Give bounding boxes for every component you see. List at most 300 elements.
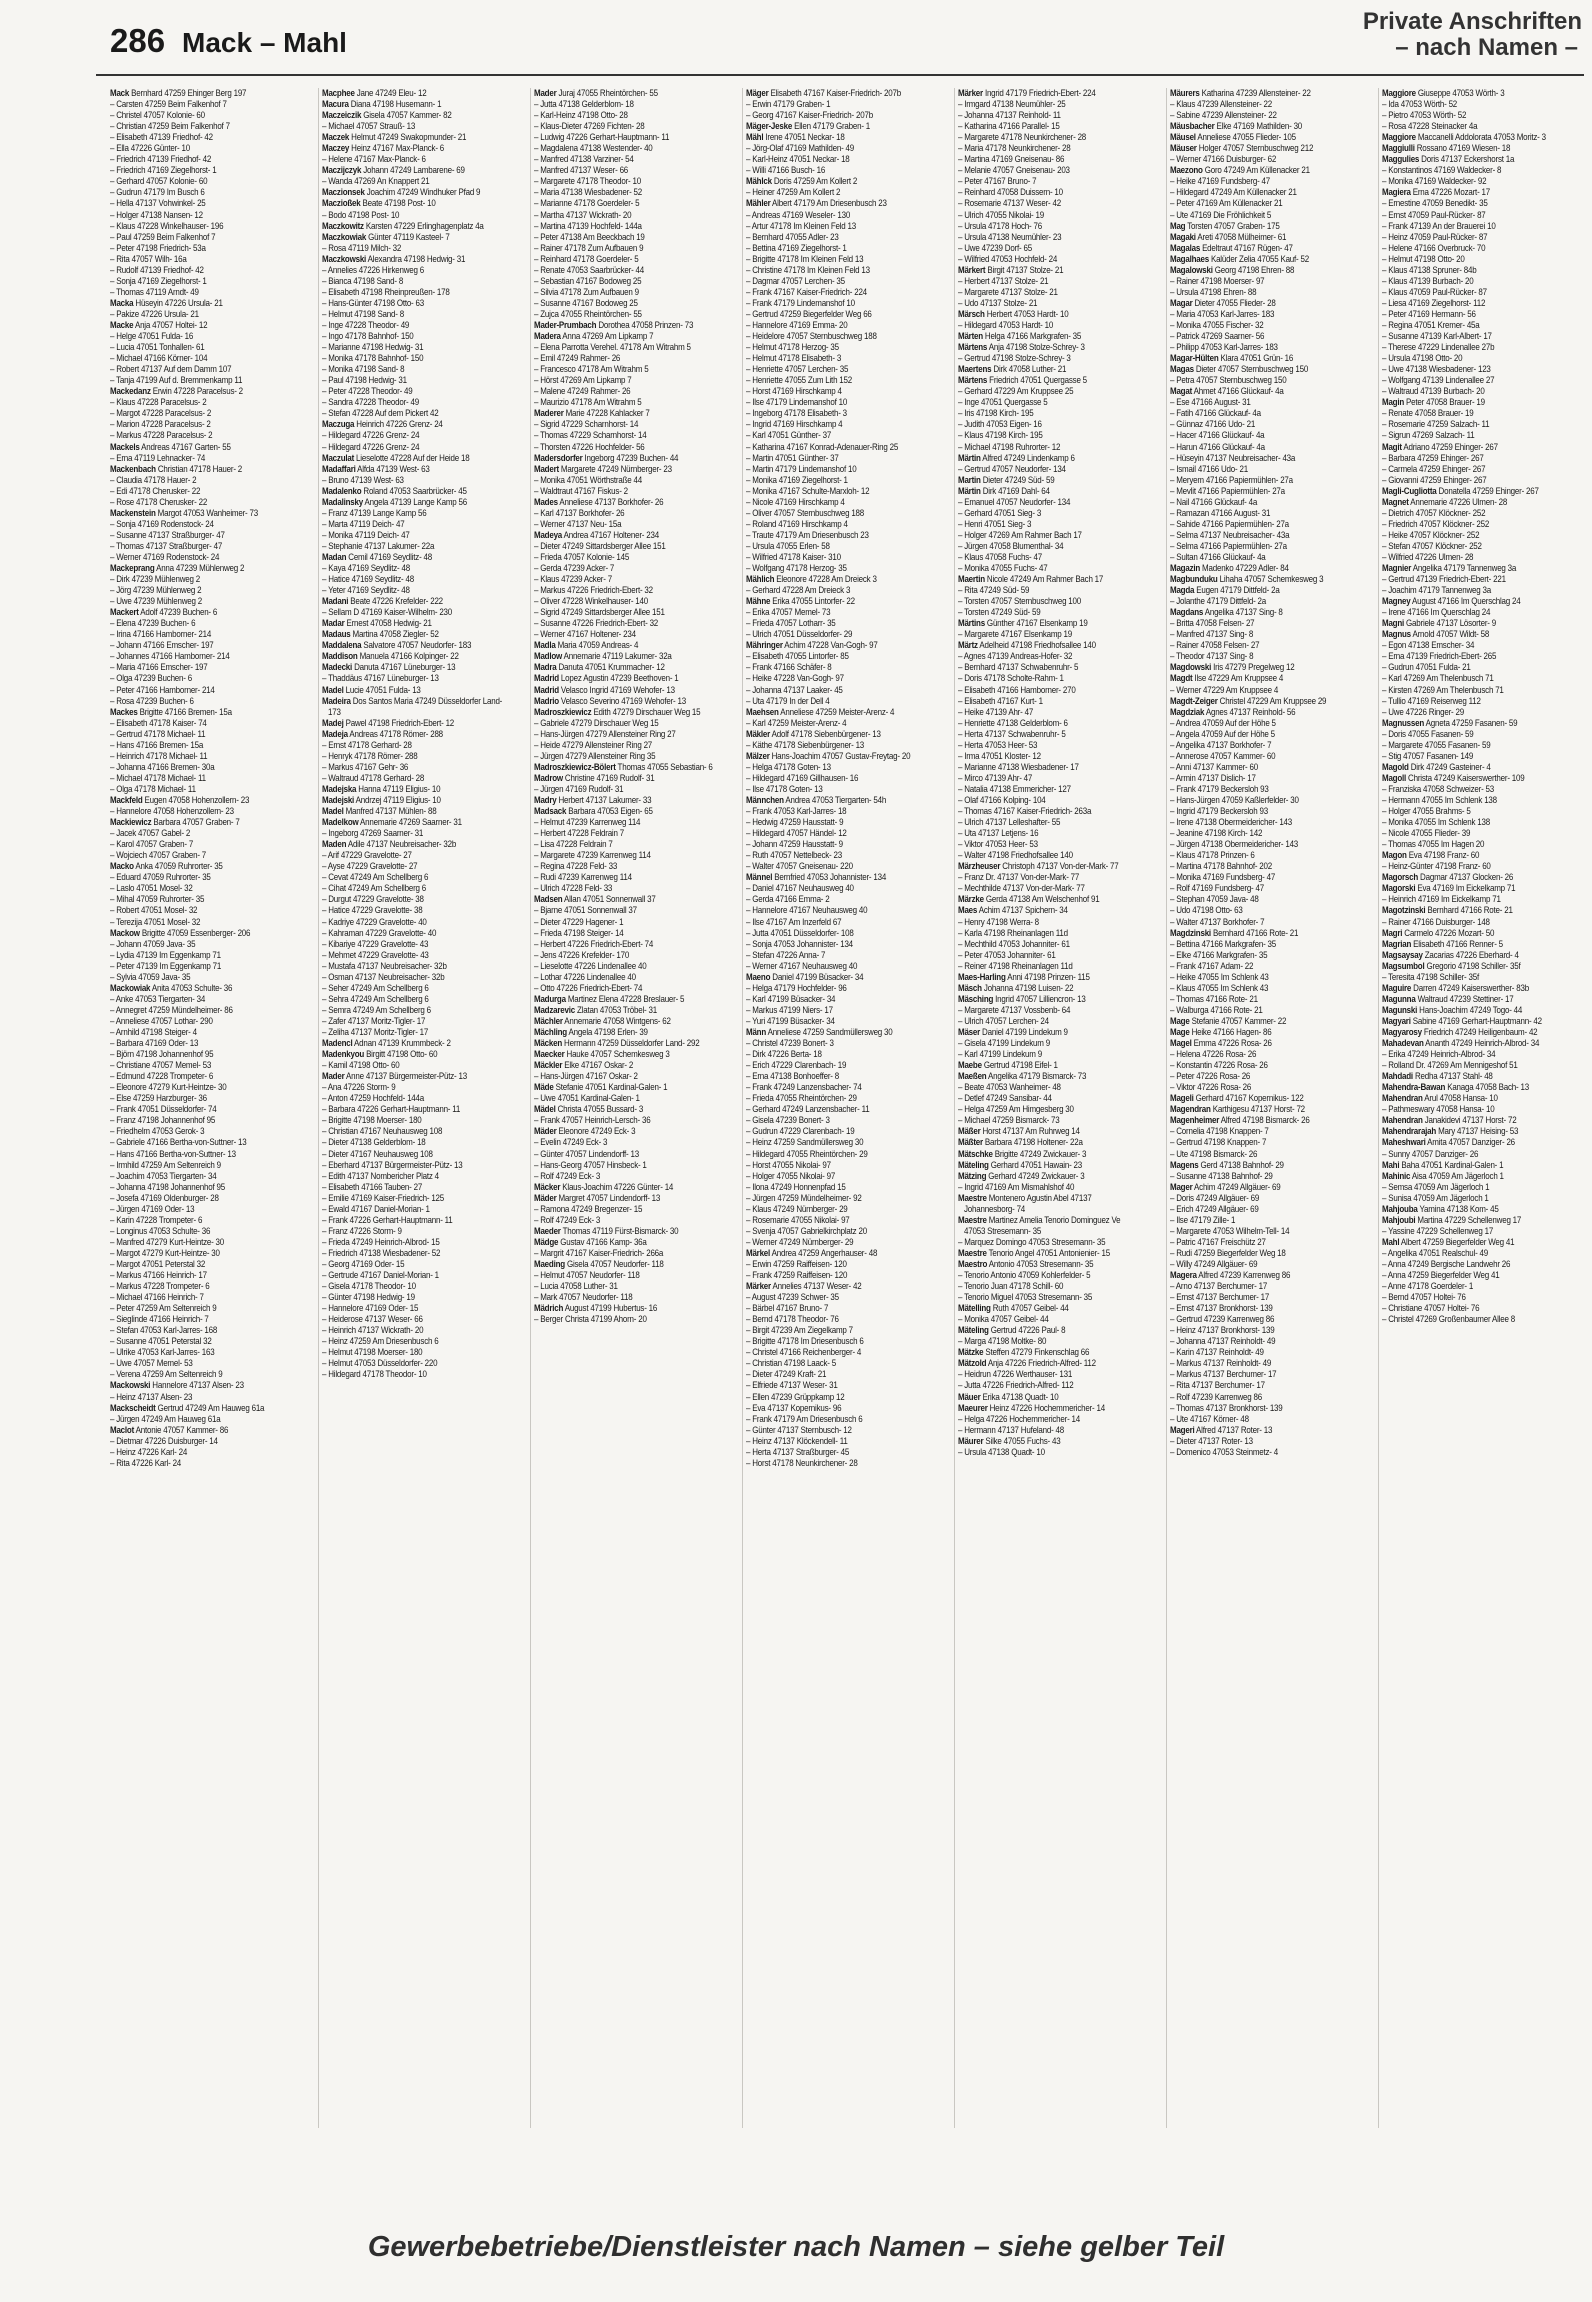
listing-entry: – Judith 47053 Eigen- 16 xyxy=(958,419,1042,430)
listing-entry: Mahjouba Yamina 47138 Kom- 45 xyxy=(1382,1203,1499,1214)
listing-entry: – Henryk 47178 Römer- 288 xyxy=(322,750,418,761)
listing-entry: – Stephan 47059 Java- 48 xyxy=(1170,894,1259,905)
listing-entry: – Hans-Günter 47198 Otto- 63 xyxy=(322,297,424,308)
listing-entry: – Margarete 47178 Theodor- 10 xyxy=(534,176,641,187)
listing-entry: – Rita 47137 Berchumer- 17 xyxy=(1170,1380,1265,1391)
listing-entry: – Rainer 47058 Felsen- 27 xyxy=(1170,640,1260,651)
listing-entry: Maertin Nicole 47249 Am Rahmer Bach 17 xyxy=(958,574,1104,585)
listing-entry: – Susanne 47167 Bodoweg 25 xyxy=(534,297,638,308)
listing-entry: – Melanie 47057 Gneisenau- 203 xyxy=(958,165,1070,176)
listing-entry: Mählck Doris 47259 Am Kollert 2 xyxy=(746,176,858,187)
listing-entry: – Lothar 47226 Lindenallee 40 xyxy=(534,971,636,982)
listing-entry: – Margot 47228 Paracelsus- 2 xyxy=(110,408,212,419)
listing-entry: Maczulat Lieselotte 47228 Auf der Heide 18 xyxy=(322,452,470,463)
listing-entry: – Lucia 47058 Luther- 31 xyxy=(534,1281,618,1292)
listing-entry: – Andrea 47059 Auf der Höhe 5 xyxy=(1170,717,1276,728)
listing-entry: – Renate 47053 Saarbrücker- 44 xyxy=(534,264,645,275)
directory-column-4 xyxy=(746,88,928,2128)
listing-entry: Magsaysay Zacarias 47226 Eberhard- 4 xyxy=(1382,949,1519,960)
listing-entry: – Thorsten 47226 Hochfelder- 56 xyxy=(534,441,645,452)
listing-entry: Mädrich August 47199 Hubertus- 16 xyxy=(534,1303,658,1314)
listing-entry: – Wilfried 47226 Ulmen- 28 xyxy=(1382,551,1474,562)
listing-entry: – Herta 47137 Schwabenruhr- 5 xyxy=(958,728,1066,739)
listing-entry: – Ludwig 47226 Gerhart-Hauptmann- 11 xyxy=(534,132,670,143)
listing-entry: – Erwin 47259 Raiffeisen- 120 xyxy=(746,1258,847,1269)
listing-entry: – Helmut 47198 Sand- 8 xyxy=(322,308,404,319)
listing-entry: – Brigitte 47198 Moerser- 180 xyxy=(322,1115,422,1126)
listing-entry: – Bernd 47178 Theodor- 76 xyxy=(746,1314,839,1325)
listing-entry: – Elisabeth 47055 Lintorfer- 85 xyxy=(746,651,849,662)
listing-entry: Madeya Andrea 47167 Holtener- 234 xyxy=(534,529,659,540)
listing-entry: Mäkler Adolf 47178 Siebenbürgener- 13 xyxy=(746,728,881,739)
listing-entry: – Gertrud 47139 Friedrich-Ebert- 221 xyxy=(1382,574,1506,585)
listing-entry: – Walter 47057 Gneisenau- 220 xyxy=(746,861,853,872)
listing-entry: – Christel 47166 Reichenberger- 4 xyxy=(746,1347,862,1358)
listing-entry: – Ella 47226 Günter- 10 xyxy=(110,143,190,154)
listing-entry: – Marga 47198 Moltke- 80 xyxy=(958,1336,1047,1347)
listing-entry: Maczkowiak Günter 47119 Kasteel- 7 xyxy=(322,231,450,242)
listing-entry: – Martina 47178 Bahnhof- 202 xyxy=(1170,861,1273,872)
directory-column-5 xyxy=(958,88,1140,2128)
listing-entry: – Dieter 47138 Gelderblom- 18 xyxy=(322,1137,426,1148)
listing-entry: – August 47239 Schwer- 35 xyxy=(746,1292,839,1303)
listing-entry: – Evelin 47249 Eck- 3 xyxy=(534,1137,608,1148)
listing-entry: Magsumbol Gregorio 47198 Schiller- 35f xyxy=(1382,960,1521,971)
listing-entry: – Anke 47053 Tiergarten- 34 xyxy=(110,993,206,1004)
listing-entry: – Sehra 47249 Am Schellberg 6 xyxy=(322,993,429,1004)
listing-entry: Märtin Dirk 47169 Dahl- 64 xyxy=(958,485,1050,496)
listing-entry: – Hildegard 47053 Hardt- 10 xyxy=(958,319,1054,330)
listing-entry: Magendran Karthigesu 47137 Horst- 72 xyxy=(1170,1104,1305,1115)
listing-entry: – Ellen 47239 Grüppkamp 12 xyxy=(746,1391,845,1402)
listing-entry: Mäcker Klaus-Joachim 47226 Günter- 14 xyxy=(534,1181,674,1192)
listing-entry: – Hannelore 47167 Neuhausweg 40 xyxy=(746,905,868,916)
show-through-text xyxy=(0,190,52,520)
listing-entry: Maecker Hauke 47057 Schemkesweg 3 xyxy=(534,1049,670,1060)
listing-entry: Magni Gabriele 47137 Lösorter- 9 xyxy=(1382,618,1497,629)
listing-entry: – Edmund 47228 Trompeter- 6 xyxy=(110,1071,214,1082)
listing-entry: – Holger 47055 Nikolai- 97 xyxy=(746,1170,836,1181)
listing-entry: – Erika 47249 Heinrich-Albrod- 34 xyxy=(1382,1049,1496,1060)
listing-entry: – Eberhard 47137 Bürgermeister-Pütz- 13 xyxy=(322,1159,463,1170)
listing-entry: – Hannelore 47169 Oder- 15 xyxy=(322,1303,419,1314)
listing-entry: – Viktor 47226 Rosa- 26 xyxy=(1170,1082,1252,1093)
listing-entry: – Rosa 47228 Steinacker 4a xyxy=(1382,121,1478,132)
listing-entry: Mähringer Achim 47228 Van-Gogh- 97 xyxy=(746,640,878,651)
listing-entry: – Wilfried 47178 Kaiser- 310 xyxy=(746,551,841,562)
listing-entry: – Jürgen 47279 Allensteiner Ring 35 xyxy=(534,750,656,761)
listing-entry: – Manfred 47138 Varziner- 54 xyxy=(534,154,634,165)
listing-entry: – Mihal 47059 Ruhrorter- 35 xyxy=(110,894,205,905)
listing-entry: – Uwe 47057 Memel- 53 xyxy=(110,1358,193,1369)
listing-entry: – Ingeborg 47178 Elisabeth- 3 xyxy=(746,408,847,419)
listing-entry: – Monika 47178 Bahnhof- 150 xyxy=(322,353,424,364)
listing-entry: – Kadriye 47229 Gravelotte- 40 xyxy=(322,916,427,927)
listing-entry: – Edi 47178 Cherusker- 22 xyxy=(110,485,201,496)
listing-entry: – Uwe 47051 Kardinal-Galen- 1 xyxy=(534,1093,640,1104)
listing-entry: – Ernst 47137 Bronkhorst- 139 xyxy=(1170,1303,1273,1314)
listing-entry: – Dieter 47167 Neuhausweg 108 xyxy=(322,1148,433,1159)
listing-entry: – Monika 47169 Ziegelhorst- 1 xyxy=(746,474,848,485)
listing-entry: – Thaddäus 47167 Lüneburger- 13 xyxy=(322,673,439,684)
listing-entry: – Nicole 47169 Hirschkamp 4 xyxy=(746,496,845,507)
listing-entry: – Erwin 47179 Graben- 1 xyxy=(746,99,831,110)
listing-entry: – Peter 47053 Johanniter- 61 xyxy=(958,949,1056,960)
listing-entry: – Ilse 47178 Goten- 13 xyxy=(746,783,823,794)
listing-entry: – Gertrud 47239 Karrenweg 86 xyxy=(1170,1314,1275,1325)
listing-entry: Madalinsky Angela 47139 Lange Kamp 56 xyxy=(322,496,467,507)
listing-entry: – Klaus-Dieter 47269 Fichten- 28 xyxy=(534,121,645,132)
listing-entry: – Bodo 47198 Post- 10 xyxy=(322,209,400,220)
listing-entry: – Edith 47137 Nombericher Platz 4 xyxy=(322,1170,439,1181)
listing-entry: – Yuri 47199 Büsacker- 34 xyxy=(746,1015,835,1026)
listing-entry: Mage Heike 47166 Hagen- 86 xyxy=(1170,1026,1272,1037)
listing-entry: Madar Ernest 47058 Hedwig- 21 xyxy=(322,618,432,629)
listing-entry: – Konstantin 47226 Rosa- 26 xyxy=(1170,1060,1268,1071)
listing-entry: – Heinz 47137 Klöckendell- 11 xyxy=(746,1435,848,1446)
listing-entry: – Pietro 47053 Wörth- 52 xyxy=(1382,110,1467,121)
listing-entry: – Artur 47178 Im Kleinen Feld 13 xyxy=(746,220,857,231)
listing-entry: Macke Anja 47057 Holtei- 12 xyxy=(110,319,208,330)
listing-entry: Madeja Andreas 47178 Römer- 288 xyxy=(322,728,443,739)
listing-entry: – Pathmeswary 47058 Hansa- 10 xyxy=(1382,1104,1495,1115)
listing-entry: – Hans-Georg 47057 Hinsbeck- 1 xyxy=(534,1159,647,1170)
listing-entry: – Klaus 47138 Spruner- 84b xyxy=(1382,264,1477,275)
listing-entry: – Monika 47055 Fischer- 32 xyxy=(1170,319,1264,330)
listing-entry: – Gertrud 47198 Knappen- 7 xyxy=(1170,1137,1267,1148)
listing-entry: – Werner 47166 Duisburger- 62 xyxy=(1170,154,1277,165)
listing-entry: – Dirk 47226 Berta- 18 xyxy=(746,1049,822,1060)
listing-entry: – Käthe 47178 Siebenbürgener- 13 xyxy=(746,739,865,750)
listing-entry: – Arno 47137 Berchumer- 17 xyxy=(1170,1281,1268,1292)
listing-entry: – Heinz 47137 Bronkhorst- 139 xyxy=(1170,1325,1275,1336)
listing-entry: Märtz Adelheid 47198 Friedhofsallee 140 xyxy=(958,640,1096,651)
listing-entry: – Peter 47259 Am Seltenreich 9 xyxy=(110,1303,217,1314)
listing-entry: – Svenja 47057 Gabrielkirchplatz 20 xyxy=(746,1225,867,1236)
listing-entry: – Herbert 47226 Friedrich-Ebert- 74 xyxy=(534,938,654,949)
listing-entry: – Jörg 47239 Mühlenweg 2 xyxy=(110,585,202,596)
listing-entry: – Heike 47055 Im Schlenk 43 xyxy=(1170,971,1269,982)
directory-column-6 xyxy=(1170,88,1352,2128)
listing-entry: – Sonja 47169 Ziegelhorst- 1 xyxy=(110,275,207,286)
listing-entry: – Georg 47167 Kaiser-Friedrich- 207b xyxy=(746,110,873,121)
listing-entry: – Emanuel 47057 Neudorfer- 134 xyxy=(958,496,1071,507)
listing-entry: – Ilona 47249 Honnenpfad 15 xyxy=(746,1181,846,1192)
listing-entry: – Anni 47137 Kammer- 60 xyxy=(1170,761,1258,772)
listing-entry: – Ulrich 47057 Lerchen- 24 xyxy=(958,1015,1049,1026)
listing-entry: Madeira Dos Santos Maria 47249 Düsseldorfer Land- 173 xyxy=(322,695,503,717)
listing-entry: – Heide 47279 Allensteiner Ring 27 xyxy=(534,739,653,750)
listing-entry: – Sigrid 47249 Sittardsberger Allee 151 xyxy=(534,607,665,618)
listing-entry: – Helene 47166 Overbruck- 70 xyxy=(1382,242,1486,253)
listing-entry: – Rudolf 47139 Friedhof- 42 xyxy=(110,264,204,275)
listing-entry: – Helmut 47198 Otto- 20 xyxy=(1382,253,1465,264)
listing-entry: – Werner 47137 Neu- 15a xyxy=(534,518,622,529)
listing-entry: – Kibariye 47229 Gravelotte- 43 xyxy=(322,938,429,949)
listing-entry: Maczeiczik Gisela 47057 Kammer- 82 xyxy=(322,110,452,121)
listing-entry: Mäcken Hermann 47259 Düsseldorfer Land- 292 xyxy=(534,1038,700,1049)
listing-entry: – Viktor 47053 Heer- 53 xyxy=(958,839,1038,850)
listing-entry: Mäusbacher Elke 47169 Mathilden- 30 xyxy=(1170,121,1303,132)
listing-entry: – Rolf 47169 Fundsberg- 47 xyxy=(1170,883,1264,894)
listing-entry: – Doris 47055 Fasanen- 59 xyxy=(1382,728,1474,739)
listing-entry: – Maria 47138 Wiesbadener- 52 xyxy=(534,187,642,198)
listing-entry: Madrow Christine 47169 Rudolf- 31 xyxy=(534,772,655,783)
listing-entry: Mahdadi Redha 47137 Stahl- 48 xyxy=(1382,1071,1493,1082)
listing-entry: – Annelies 47226 Hirkenweg 6 xyxy=(322,264,425,275)
listing-entry: – Jörg-Olaf 47169 Mathilden- 49 xyxy=(746,143,855,154)
listing-entry: – Horst 47055 Nikolai- 97 xyxy=(746,1159,831,1170)
listing-entry: Mader Anne 47137 Bürgermeister-Pütz- 13 xyxy=(322,1071,467,1082)
listing-entry: – Heinrich 47137 Wickrath- 20 xyxy=(322,1325,424,1336)
listing-entry: – Monika 47169 Fundsberg- 47 xyxy=(1170,872,1276,883)
listing-entry: – Rolf 47249 Eck- 3 xyxy=(534,1214,601,1225)
listing-entry: Magin Peter 47058 Brauer- 19 xyxy=(1382,397,1485,408)
listing-entry: – Frieda 47249 Heinrich-Albrod- 15 xyxy=(322,1236,440,1247)
listing-entry: – Horst 47169 Hirschkamp 4 xyxy=(746,386,842,397)
listing-entry: Magrian Elisabeth 47166 Renner- 5 xyxy=(1382,938,1503,949)
listing-entry: – Erika 47057 Memel- 73 xyxy=(746,607,831,618)
listing-entry: – Christiane 47057 Memel- 53 xyxy=(110,1060,212,1071)
listing-entry: – Rolf 47249 Eck- 3 xyxy=(534,1170,601,1181)
listing-entry: – Franz 47139 Lange Kamp 56 xyxy=(322,507,427,518)
listing-entry: – Ingeborg 47269 Saarner- 31 xyxy=(322,828,424,839)
listing-entry: – Elisabeth 47166 Tauben- 27 xyxy=(322,1181,423,1192)
listing-entry: – Klaus 47059 Paul-Rücker- 87 xyxy=(1382,286,1487,297)
listing-entry: – Bernhard 47137 Schwabenruhr- 5 xyxy=(958,662,1079,673)
listing-entry: – Durgut 47229 Gravelotte- 38 xyxy=(322,894,424,905)
listing-entry: Magas Dieter 47057 Sternbuschweg 150 xyxy=(1170,364,1309,375)
listing-entry: – Lucia 47051 Tonhallen- 61 xyxy=(110,342,205,353)
listing-entry: – Olga 47239 Buchen- 6 xyxy=(110,673,192,684)
listing-entry: – Tanja 47199 Auf d. Bremmenkamp 11 xyxy=(110,375,243,386)
listing-entry: – Ursula 47178 Hoch- 76 xyxy=(958,220,1042,231)
listing-entry: – Willi 47166 Busch- 16 xyxy=(746,165,826,176)
listing-entry: – Elfriede 47137 Weser- 31 xyxy=(746,1380,838,1391)
listing-entry: – Rainer 47178 Zum Aufbauen 9 xyxy=(534,242,644,253)
listing-entry: – Margarete 47178 Neunkirchener- 28 xyxy=(958,132,1087,143)
listing-entry: – Rita 47057 Wilh- 16a xyxy=(110,253,187,264)
listing-entry: Mäurer Silke 47055 Fuchs- 43 xyxy=(958,1435,1061,1446)
listing-entry: – Berger Christa 47199 Ahorn- 20 xyxy=(534,1314,647,1325)
listing-entry: – Ursula 47198 Ehren- 88 xyxy=(1170,286,1257,297)
listing-entry: – Ernst 47137 Berchumer- 17 xyxy=(1170,1292,1270,1303)
section-title-line-2: – nach Namen – xyxy=(1395,34,1578,61)
section-title-line-1: Private Anschriften xyxy=(1362,8,1582,35)
listing-entry: – Dietmar 47226 Duisburger- 14 xyxy=(110,1435,218,1446)
listing-entry: Magdt Ilse 47229 Am Kruppsee 4 xyxy=(1170,673,1284,684)
listing-entry: – Otto 47226 Friedrich-Ebert- 74 xyxy=(534,982,643,993)
listing-entry: Macura Diana 47198 Husemann- 1 xyxy=(322,99,442,110)
listing-entry: – Seher 47249 Am Schellberg 6 xyxy=(322,982,429,993)
listing-entry: – Frank 47179 Lindemanshof 10 xyxy=(746,297,855,308)
listing-entry: – Martin 47179 Lindemanshof 10 xyxy=(746,463,857,474)
listing-entry: – Heike 47228 Van-Gogh- 97 xyxy=(746,673,844,684)
listing-entry: – Christian 47259 Beim Falkenhof 7 xyxy=(110,121,230,132)
listing-entry: – Hüseyin 47137 Neubreisacher- 43a xyxy=(1170,452,1296,463)
listing-entry: Madecki Danuta 47167 Lüneburger- 13 xyxy=(322,662,456,673)
listing-entry: Madera Anna 47269 Am Lipkamp 7 xyxy=(534,331,654,342)
listing-entry: – Elke 47166 Markgrafen- 35 xyxy=(1170,949,1268,960)
listing-entry: – Björn 47198 Johannenhof 95 xyxy=(110,1049,214,1060)
listing-entry: – Uwe 47226 Ringer- 29 xyxy=(1382,706,1464,717)
listing-entry: Mähler Albert 47179 Am Driesenbusch 23 xyxy=(746,198,887,209)
listing-entry: Magalhaes Kalüder Zelia 47055 Kauf- 52 xyxy=(1170,253,1309,264)
listing-entry: – Marianne 47178 Goerdeler- 5 xyxy=(534,198,640,209)
listing-entry: – Frank 47053 Karl-Jarres- 18 xyxy=(746,806,847,817)
listing-entry: – Holger 47138 Nansen- 12 xyxy=(110,209,203,220)
listing-entry: – Günter 47057 Lindendorff- 13 xyxy=(534,1148,639,1159)
listing-entry: – Ingrid 47169 Hirschkamp 4 xyxy=(746,419,843,430)
directory-column-7 xyxy=(1382,88,1564,2128)
listing-entry: – Günter 47198 Hedwig- 19 xyxy=(322,1292,415,1303)
listing-entry: – Laslo 47051 Mosel- 32 xyxy=(110,883,193,894)
listing-entry: – Katharina 47166 Parallel- 15 xyxy=(958,121,1060,132)
listing-entry: – Gabriele 47166 Bertha-von-Suttner- 13 xyxy=(110,1137,247,1148)
listing-entry: – Uwe 47239 Dorf- 65 xyxy=(958,242,1032,253)
listing-entry: – Pakize 47226 Ursula- 21 xyxy=(110,308,199,319)
listing-entry: – Brigitte 47178 Im Kleinen Feld 13 xyxy=(746,253,864,264)
listing-entry: Magenheimer Alfred 47198 Bismarck- 26 xyxy=(1170,1115,1310,1126)
listing-entry: – Margarete 47239 Karrenweg 114 xyxy=(534,850,651,861)
listing-entry: – Peter 47139 Im Eggenkamp 71 xyxy=(110,960,222,971)
listing-entry: – Brigitte 47178 Im Driesenbusch 6 xyxy=(746,1336,864,1347)
listing-entry: – Robert 47137 Auf dem Damm 107 xyxy=(110,364,232,375)
listing-entry: – Reiner 47198 Rheinanlagen 11d xyxy=(958,960,1073,971)
listing-entry: Märkel Andrea 47259 Angerhauser- 48 xyxy=(746,1247,878,1258)
listing-entry: – Petra 47057 Sternbuschweg 150 xyxy=(1170,375,1287,386)
listing-entry: – Ulrike 47053 Karl-Jarres- 163 xyxy=(110,1347,215,1358)
listing-entry: – Ursula 47055 Erlen- 58 xyxy=(746,540,830,551)
listing-entry: – Daniel 47167 Neuhausweg 40 xyxy=(746,883,854,894)
listing-entry: – Horst 47178 Neunkirchener- 28 xyxy=(746,1457,858,1468)
listing-entry: – Helga 47179 Hochfelder- 96 xyxy=(746,982,847,993)
listing-entry: – Lisa 47228 Feldrain 7 xyxy=(534,839,613,850)
listing-entry: Madrid Velasco Ingrid 47169 Wehofer- 13 xyxy=(534,684,675,695)
listing-entry: Mahendran Janakidevi 47137 Horst- 72 xyxy=(1382,1115,1517,1126)
listing-entry: – Gisela 47199 Lindekum 9 xyxy=(958,1038,1050,1049)
listing-entry: – Walburga 47166 Rote- 21 xyxy=(1170,1004,1263,1015)
listing-entry: Mählich Eleonore 47228 Am Dreieck 3 xyxy=(746,574,877,585)
listing-entry: – Frank 47259 Raiffeisen- 120 xyxy=(746,1270,848,1281)
listing-entry: Mahendrarajah Mary 47137 Heising- 53 xyxy=(1382,1126,1519,1137)
listing-entry: – Maria 47178 Neunkirchener- 28 xyxy=(958,143,1071,154)
listing-entry: – Gerhard 47228 Am Dreieck 3 xyxy=(746,585,851,596)
listing-entry: – Sahide 47166 Papiermühlen- 27a xyxy=(1170,518,1289,529)
listing-entry: Märten Helga 47166 Markgrafen- 35 xyxy=(958,331,1082,342)
listing-entry: – Margrit 47167 Kaiser-Friedrich- 266a xyxy=(534,1247,664,1258)
listing-entry: – Patric 47167 Freischütz 27 xyxy=(1170,1236,1266,1247)
listing-entry: – Emil 47249 Rahmer- 26 xyxy=(534,353,621,364)
listing-entry: – Uwe 47239 Mühlenweg 2 xyxy=(110,596,202,607)
listing-entry: – Manfred 47279 Kurt-Heintze- 30 xyxy=(110,1236,225,1247)
listing-entry: Mäckler Elke 47167 Oskar- 2 xyxy=(534,1060,634,1071)
listing-entry: – Katharina 47167 Konrad-Adenauer-Ring 25 xyxy=(746,441,899,452)
listing-entry: – Herbert 47228 Feldrain 7 xyxy=(534,828,624,839)
listing-entry: Madert Margarete 47249 Nürnberger- 23 xyxy=(534,463,672,474)
listing-entry: Magnier Angelika 47179 Tannenweg 3a xyxy=(1382,563,1517,574)
listing-entry: – Hörst 47269 Am Lipkamp 7 xyxy=(534,375,632,386)
listing-entry: – Henriette 47057 Lerchen- 35 xyxy=(746,364,849,375)
listing-entry: Mäsching Ingrid 47057 Lilliencron- 13 xyxy=(958,993,1086,1004)
listing-entry: – Jutta 47051 Düsseldorfer- 108 xyxy=(746,927,854,938)
listing-entry: – Giovanni 47259 Ehinger- 267 xyxy=(1382,474,1487,485)
listing-entry: Magdzinski Bernhard 47166 Rote- 21 xyxy=(1170,927,1299,938)
listing-entry: – Ute 47169 Die Fröhlichkeit 5 xyxy=(1170,209,1272,220)
header-rule xyxy=(96,74,1584,76)
listing-entry: – Maria 47053 Karl-Jarres- 183 xyxy=(1170,308,1275,319)
listing-entry: Magda Eugen 47179 Dittfeld- 2a xyxy=(1170,585,1280,596)
listing-entry: – Heidelore 47057 Sternbuschweg 188 xyxy=(746,331,877,342)
listing-entry: – Hatice 47229 Gravelotte- 38 xyxy=(322,905,423,916)
listing-entry: – Sebastian 47167 Bodoweg 25 xyxy=(534,275,642,286)
listing-entry: – Frank 47057 Heinrich-Lersch- 36 xyxy=(534,1115,651,1126)
listing-entry: – Christian 47167 Neuhausweg 108 xyxy=(322,1126,443,1137)
listing-entry: – Sandra 47228 Theodor- 49 xyxy=(322,397,419,408)
listing-entry: Madenkyou Birgitt 47198 Otto- 60 xyxy=(322,1049,438,1060)
listing-entry: – Franz 47226 Storm- 9 xyxy=(322,1225,402,1236)
listing-entry: Mätzold Anja 47226 Friedrich-Alfred- 112 xyxy=(958,1358,1096,1369)
listing-entry: – Selma 47166 Papiermühlen- 27a xyxy=(1170,540,1287,551)
listing-entry: – Herbert 47137 Stolze- 21 xyxy=(958,275,1049,286)
listing-entry: – Markus 47199 Niers- 17 xyxy=(746,1004,833,1015)
listing-entry: Männ Anneliese 47259 Sandmüllersweg 30 xyxy=(746,1026,893,1037)
listing-entry: – Hildegard 47226 Grenz- 24 xyxy=(322,430,420,441)
listing-entry: Maddison Manuela 47166 Kolpinger- 22 xyxy=(322,651,459,662)
listing-entry: – Silvia 47178 Zum Aufbauen 9 xyxy=(534,286,639,297)
listing-entry: – Hedwig 47259 Hausstatt- 9 xyxy=(746,817,844,828)
listing-entry: – Helmut 47053 Düsseldorfer- 220 xyxy=(322,1358,438,1369)
listing-entry: – Johanna 47198 Johannenhof 95 xyxy=(110,1181,225,1192)
listing-entry: – Ese 47166 August- 31 xyxy=(1170,397,1251,408)
listing-entry: – Ulrich 47055 Nikolai- 19 xyxy=(958,209,1044,220)
listing-entry: – Rolf 47239 Karrenweg 86 xyxy=(1170,1391,1262,1402)
listing-entry: Madej Pawel 47198 Friedrich-Ebert- 12 xyxy=(322,717,455,728)
listing-entry: – Hans 47166 Bremen- 15a xyxy=(110,739,204,750)
listing-entry: – Olga 47178 Michael- 11 xyxy=(110,783,196,794)
listing-entry: Maehsen Anneliese 47259 Meister-Arenz- 4 xyxy=(746,706,895,717)
listing-entry: – Selma 47137 Neubreisacher- 43a xyxy=(1170,529,1290,540)
listing-entry: – Lieselotte 47226 Lindenallee 40 xyxy=(534,960,647,971)
listing-entry: – Helga 47226 Hochemmericher- 14 xyxy=(958,1413,1081,1424)
listing-entry: – Helga 47178 Goten- 13 xyxy=(746,761,831,772)
listing-entry: Mäsch Johanna 47198 Luisen- 22 xyxy=(958,982,1074,993)
listing-entry: Madaffari Alfda 47139 West- 63 xyxy=(322,463,430,474)
listing-entry: – Annerose 47057 Kammer- 60 xyxy=(1170,750,1276,761)
listing-entry: Macka Hüseyin 47226 Ursula- 21 xyxy=(110,297,223,308)
listing-entry: – Anneliese 47057 Lothar- 290 xyxy=(110,1015,213,1026)
listing-entry: – Bruno 47139 West- 63 xyxy=(322,474,404,485)
listing-entry: – Uta 47179 In der Dell 4 xyxy=(746,695,830,706)
listing-entry: Magalas Edeltraut 47167 Rügen- 47 xyxy=(1170,242,1293,253)
listing-entry: – Stefan 47228 Auf dem Pickert 42 xyxy=(322,408,439,419)
directory-column-2 xyxy=(322,88,504,2128)
listing-entry: – Michael 47166 Heinrich- 7 xyxy=(110,1292,204,1303)
listing-entry: Mätzing Gerhard 47249 Zwickauer- 3 xyxy=(958,1170,1085,1181)
listing-entry: Mader-Prumbach Dorothea 47058 Prinzen- 73 xyxy=(534,319,694,330)
listing-entry: – Karl 47051 Günther- 37 xyxy=(746,430,832,441)
listing-entry: – Olaf 47166 Kolping- 104 xyxy=(958,795,1046,805)
listing-entry: – Heike 47139 Ahr- 47 xyxy=(958,706,1034,717)
listing-entry: Mäde Stefanie 47051 Kardinal-Galen- 1 xyxy=(534,1082,668,1093)
listing-entry: – Peter 47198 Friedrich- 53a xyxy=(110,242,206,253)
listing-entry: Maclot Antonie 47057 Kammer- 86 xyxy=(110,1424,229,1435)
listing-entry: – Klaus 47239 Allensteiner- 22 xyxy=(1170,99,1273,110)
listing-entry: – Kaya 47169 Seydlitz- 48 xyxy=(322,563,410,574)
listing-entry: – Gudrun 47229 Clarenbach- 19 xyxy=(746,1126,855,1137)
listing-entry: – Irmhild 47259 Am Seltenreich 9 xyxy=(110,1159,221,1170)
listing-entry: – Monika 47119 Deich- 47 xyxy=(322,529,410,540)
